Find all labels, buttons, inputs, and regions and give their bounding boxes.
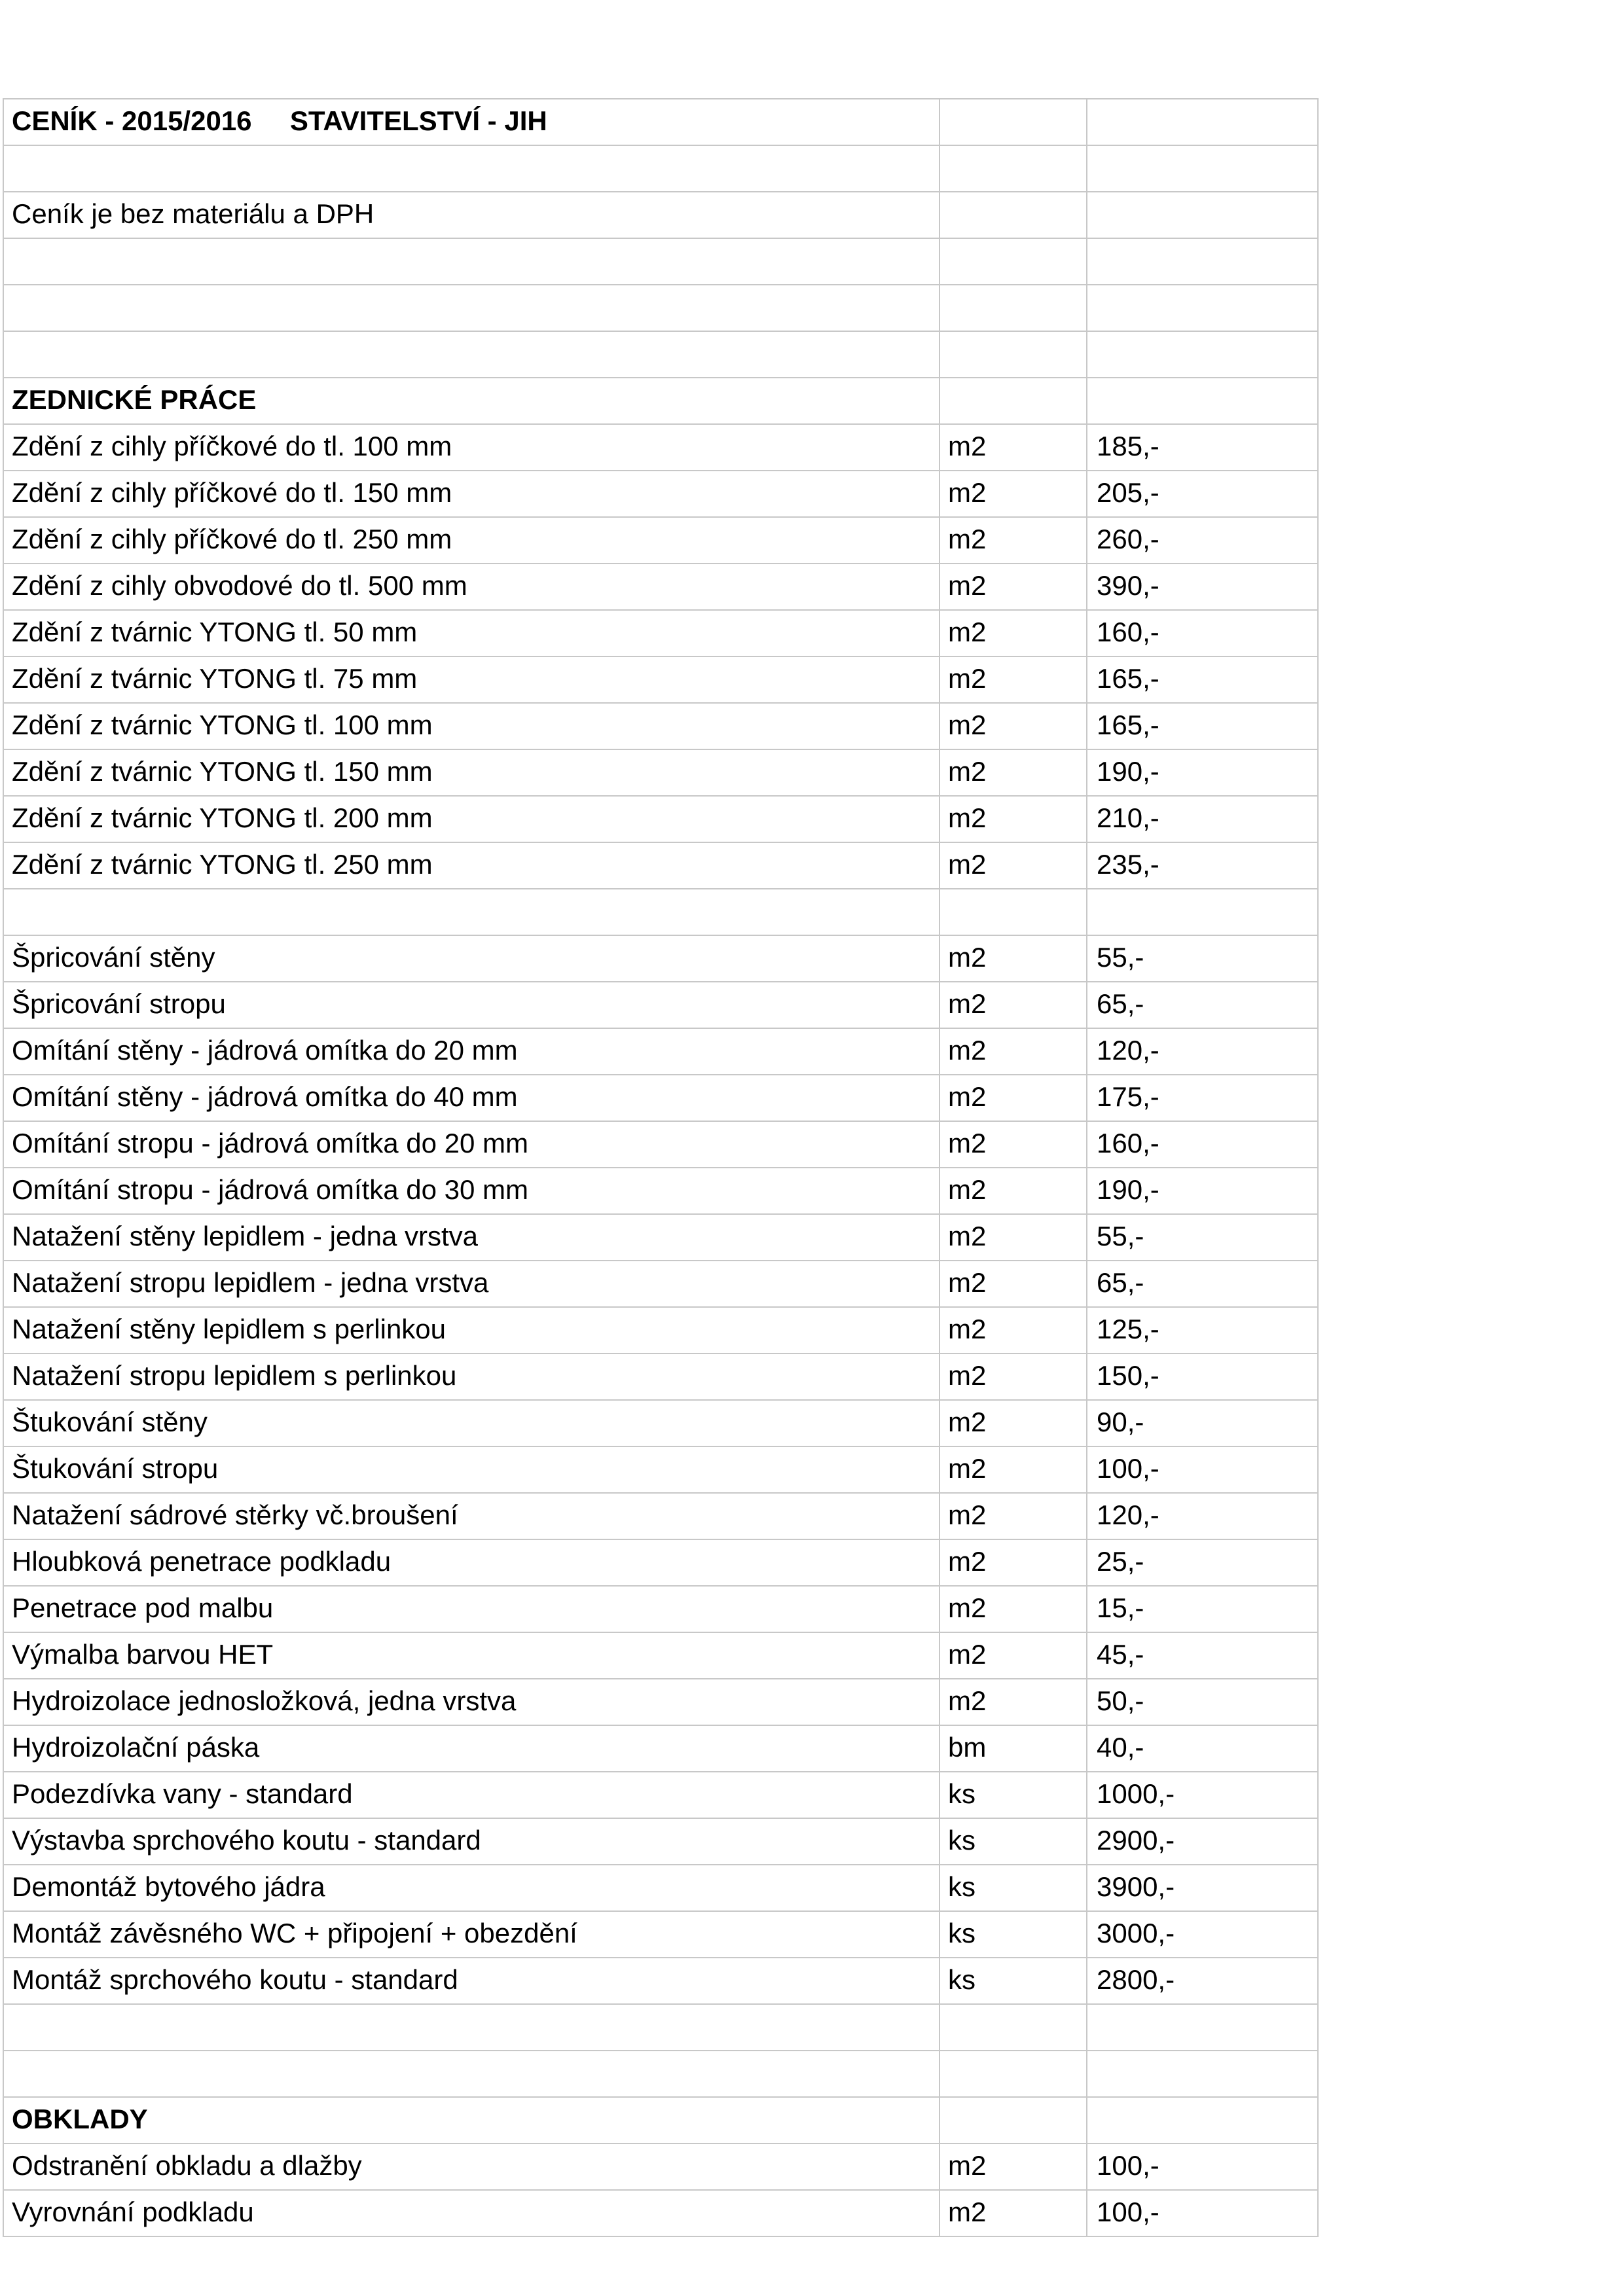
item-description-cell: Natažení stropu lepidlem s perlinkou [3,1354,939,1400]
item-row [3,1493,1318,1539]
item-row [3,471,1318,517]
item-description-cell: Odstranění obkladu a dlažby [3,2144,939,2190]
empty-row [3,2051,1318,2097]
item-row [3,1818,1318,1865]
empty-cell [939,145,1087,192]
item-unit-cell: ks [939,1911,1087,1958]
item-description-cell: Zdění z tvárnic YTONG tl. 75 mm [3,656,939,703]
item-description-cell: Natažení stěny lepidlem - jedna vrstva [3,1214,939,1261]
empty-cell [1087,238,1318,285]
item-row [3,1261,1318,1307]
item-unit-cell: m2 [939,1121,1087,1168]
item-row [3,1632,1318,1679]
empty-cell [939,331,1087,378]
item-price-cell: 165,- [1087,703,1318,749]
item-unit-cell: m2 [939,1586,1087,1632]
item-price-cell: 235,- [1087,842,1318,889]
empty-row [3,285,1318,331]
note-cell: Ceník je bez materiálu a DPH [3,192,939,238]
item-unit-cell: m2 [939,1354,1087,1400]
empty-cell [939,99,1087,145]
item-description-cell: Hydroizolační páska [3,1725,939,1772]
item-description-cell: Výmalba barvou HET [3,1632,939,1679]
item-row [3,1679,1318,1725]
section-row [3,378,1318,424]
item-row [3,1865,1318,1911]
empty-cell [939,192,1087,238]
item-row [3,1539,1318,1586]
item-row [3,1121,1318,1168]
empty-cell [1087,99,1318,145]
item-price-cell: 1000,- [1087,1772,1318,1818]
item-description-cell: Štukování stěny [3,1400,939,1446]
item-price-cell: 185,- [1087,424,1318,471]
item-price-cell: 190,- [1087,749,1318,796]
item-description-cell: Omítání stěny - jádrová omítka do 20 mm [3,1028,939,1075]
item-row [3,1028,1318,1075]
item-description-cell: Štukování stropu [3,1446,939,1493]
empty-row [3,331,1318,378]
empty-cell [939,378,1087,424]
item-price-cell: 55,- [1087,935,1318,982]
item-description-cell: Zdění z cihly příčkové do tl. 250 mm [3,517,939,564]
item-price-cell: 120,- [1087,1493,1318,1539]
item-price-cell: 390,- [1087,564,1318,610]
price-list-body [3,99,1318,2236]
item-description-cell: Montáž sprchového koutu - standard [3,1958,939,2004]
empty-cell [1087,378,1318,424]
empty-cell [939,889,1087,935]
empty-cell [1087,145,1318,192]
item-description-cell: Penetrace pod malbu [3,1586,939,1632]
item-row [3,842,1318,889]
item-row [3,517,1318,564]
empty-cell [3,285,939,331]
item-row [3,935,1318,982]
item-price-cell: 125,- [1087,1307,1318,1354]
empty-cell [3,2004,939,2051]
item-price-cell: 120,- [1087,1028,1318,1075]
item-price-cell: 100,- [1087,1446,1318,1493]
section-row [3,2097,1318,2144]
item-price-cell: 25,- [1087,1539,1318,1586]
item-price-cell: 15,- [1087,1586,1318,1632]
item-price-cell: 3900,- [1087,1865,1318,1911]
item-unit-cell: m2 [939,1493,1087,1539]
item-unit-cell: m2 [939,1168,1087,1214]
item-description-cell: Omítání stropu - jádrová omítka do 30 mm [3,1168,939,1214]
empty-cell [3,145,939,192]
item-unit-cell: m2 [939,1446,1087,1493]
item-row [3,2190,1318,2236]
item-price-cell: 2900,- [1087,1818,1318,1865]
item-price-cell: 2800,- [1087,1958,1318,2004]
item-unit-cell: m2 [939,935,1087,982]
item-unit-cell: m2 [939,796,1087,842]
item-description-cell: Natažení sádrové stěrky vč.broušení [3,1493,939,1539]
item-price-cell: 150,- [1087,1354,1318,1400]
document-title-cell: CENÍK - 2015/2016 STAVITELSTVÍ - JIH [3,99,939,145]
item-price-cell: 175,- [1087,1075,1318,1121]
item-price-cell: 90,- [1087,1400,1318,1446]
item-row [3,424,1318,471]
title-row [3,99,1318,145]
item-description-cell: Špricování stropu [3,982,939,1028]
item-description-cell: Demontáž bytového jádra [3,1865,939,1911]
item-unit-cell: m2 [939,703,1087,749]
empty-cell [3,331,939,378]
item-unit-cell: ks [939,1772,1087,1818]
item-row [3,982,1318,1028]
empty-cell [939,2051,1087,2097]
item-description-cell: Zdění z tvárnic YTONG tl. 100 mm [3,703,939,749]
item-description-cell: Zdění z tvárnic YTONG tl. 150 mm [3,749,939,796]
item-unit-cell: m2 [939,2144,1087,2190]
empty-cell [3,238,939,285]
item-row [3,610,1318,656]
empty-cell [1087,2097,1318,2144]
item-description-cell: Omítání stěny - jádrová omítka do 40 mm [3,1075,939,1121]
item-unit-cell: ks [939,1958,1087,2004]
item-unit-cell: m2 [939,471,1087,517]
price-list-table [3,98,1319,2237]
item-unit-cell: m2 [939,1400,1087,1446]
item-price-cell: 50,- [1087,1679,1318,1725]
item-row [3,1214,1318,1261]
item-price-cell: 65,- [1087,982,1318,1028]
item-description-cell: Montáž závěsného WC + připojení + obezdění [3,1911,939,1958]
item-description-cell: Zdění z cihly obvodové do tl. 500 mm [3,564,939,610]
item-price-cell: 260,- [1087,517,1318,564]
item-price-cell: 210,- [1087,796,1318,842]
item-row [3,1400,1318,1446]
item-price-cell: 55,- [1087,1214,1318,1261]
item-unit-cell: m2 [939,2190,1087,2236]
empty-cell [939,238,1087,285]
item-row [3,1168,1318,1214]
item-row [3,1446,1318,1493]
item-unit-cell: m2 [939,1679,1087,1725]
item-price-cell: 160,- [1087,610,1318,656]
item-row [3,1586,1318,1632]
empty-cell [939,2097,1087,2144]
item-row [3,703,1318,749]
item-description-cell: Vyrovnání podkladu [3,2190,939,2236]
item-unit-cell: m2 [939,1632,1087,1679]
item-row [3,1911,1318,1958]
item-price-cell: 40,- [1087,1725,1318,1772]
empty-cell [1087,2051,1318,2097]
item-price-cell: 65,- [1087,1261,1318,1307]
item-description-cell: Zdění z cihly příčkové do tl. 100 mm [3,424,939,471]
item-row [3,564,1318,610]
item-unit-cell: m2 [939,610,1087,656]
empty-cell [3,889,939,935]
item-row [3,749,1318,796]
item-unit-cell: m2 [939,424,1087,471]
empty-row [3,889,1318,935]
empty-cell [1087,2004,1318,2051]
item-row [3,656,1318,703]
item-description-cell: Zdění z tvárnic YTONG tl. 200 mm [3,796,939,842]
section-header-cell: OBKLADY [3,2097,939,2144]
item-row [3,1772,1318,1818]
empty-cell [1087,192,1318,238]
item-description-cell: Špricování stěny [3,935,939,982]
item-row [3,1958,1318,2004]
item-row [3,1354,1318,1400]
item-description-cell: Zdění z tvárnic YTONG tl. 50 mm [3,610,939,656]
empty-row [3,238,1318,285]
item-row [3,1307,1318,1354]
empty-cell [3,2051,939,2097]
item-description-cell: Zdění z cihly příčkové do tl. 150 mm [3,471,939,517]
empty-cell [1087,331,1318,378]
item-unit-cell: m2 [939,1214,1087,1261]
item-unit-cell: m2 [939,564,1087,610]
empty-cell [939,2004,1087,2051]
item-price-cell: 45,- [1087,1632,1318,1679]
empty-row [3,145,1318,192]
item-unit-cell: m2 [939,1261,1087,1307]
item-price-cell: 100,- [1087,2144,1318,2190]
item-unit-cell: m2 [939,1075,1087,1121]
item-description-cell: Natažení stěny lepidlem s perlinkou [3,1307,939,1354]
note-row [3,192,1318,238]
item-price-cell: 160,- [1087,1121,1318,1168]
item-unit-cell: m2 [939,1307,1087,1354]
item-price-cell: 165,- [1087,656,1318,703]
item-description-cell: Hydroizolace jednosložková, jedna vrstva [3,1679,939,1725]
item-unit-cell: m2 [939,1539,1087,1586]
empty-cell [1087,889,1318,935]
empty-cell [939,285,1087,331]
item-description-cell: Výstavba sprchového koutu - standard [3,1818,939,1865]
item-row [3,796,1318,842]
item-price-cell: 205,- [1087,471,1318,517]
item-unit-cell: ks [939,1865,1087,1911]
item-unit-cell: m2 [939,749,1087,796]
item-unit-cell: ks [939,1818,1087,1865]
item-unit-cell: m2 [939,656,1087,703]
item-description-cell: Podezdívka vany - standard [3,1772,939,1818]
empty-row [3,2004,1318,2051]
item-unit-cell: m2 [939,517,1087,564]
item-price-cell: 100,- [1087,2190,1318,2236]
item-row [3,2144,1318,2190]
item-description-cell: Omítání stropu - jádrová omítka do 20 mm [3,1121,939,1168]
empty-cell [1087,285,1318,331]
item-unit-cell: m2 [939,842,1087,889]
section-header-cell: ZEDNICKÉ PRÁCE [3,378,939,424]
item-row [3,1725,1318,1772]
item-unit-cell: bm [939,1725,1087,1772]
item-price-cell: 3000,- [1087,1911,1318,1958]
item-unit-cell: m2 [939,982,1087,1028]
item-unit-cell: m2 [939,1028,1087,1075]
item-description-cell: Natažení stropu lepidlem - jedna vrstva [3,1261,939,1307]
item-price-cell: 190,- [1087,1168,1318,1214]
item-description-cell: Zdění z tvárnic YTONG tl. 250 mm [3,842,939,889]
item-row [3,1075,1318,1121]
item-description-cell: Hloubková penetrace podkladu [3,1539,939,1586]
